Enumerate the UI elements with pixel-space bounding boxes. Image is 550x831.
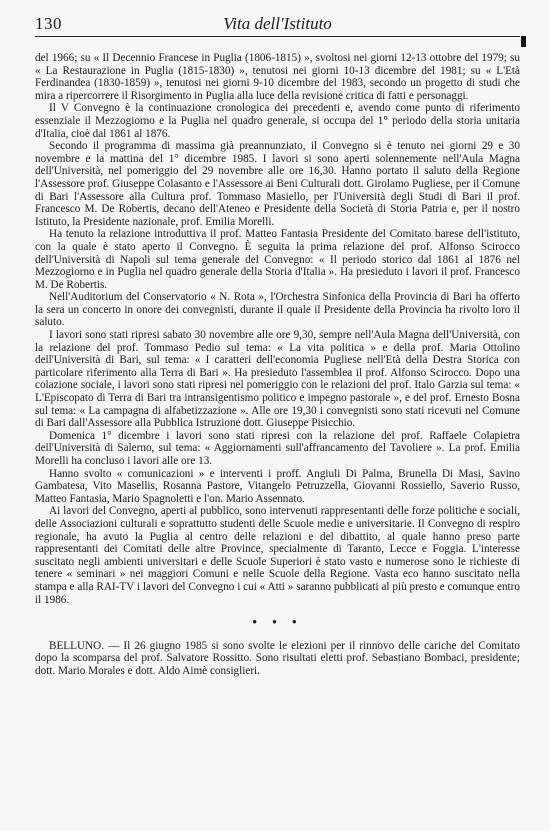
closing-paragraph: BELLUNO. — Il 26 giugno 1985 si sono svolte le elezioni per il rinnovo delle cariche del Comitato dopo la scomparsa del prof. Salvatore Rossitto. Sono risultati eletti prof. Sebastiano Bombaci, presidente; dott. Mario Morales e dott. Aldo Aimè consiglieri. [35, 639, 520, 677]
running-title: Vita dell'Istituto [223, 14, 332, 33]
paragraph: I lavori sono stati ripresi sabato 30 novembre alle ore 9,30, sempre nell'Aula Magna dell'Università, con la relazione del prof. Tommaso Pedio sul tema: « La vita politica » e della prof. Maria Ottolino dell'Università di Bari, sul tema: « I caratteri dell'economia Pugliese nell'Età della Destra Storica con particolare riferimento alla Terra di Bari ». Ha presieduto l'assemblea il prof. Alfonso Scirocco. Dopo una colazione sociale, i lavori sono stati ripresi nel pomeriggio con le relazioni del prof. Italo Garzia sul tema: « L'Episcopato di Terra di Bari tra intransigentismo politico e impegno pastorale », e del prof. Ernesto Bosna sul tema: « La campagna di alfabetizzazione ». Alle ore 19,30 i convegnisti sono stati ricevuti nel Comune di Bari dall'Assessore alla Pubblica Istruzione dott. Giuseppe Pisicchio. [35, 329, 520, 430]
page-number: 130 [35, 14, 62, 33]
paragraph: Secondo il programma di massima già preannunziato, il Convegno si è tenuto nei giorni 29 e 30 novembre e la mattina del 1° dicembre 1985. I lavori si sono aperti solennemente nell'Aula Magna dell'Università, nel pomeriggio del 29 novembre alle ore 16,30. Hanno portato il saluto della Regione l'Assessore prof. Giuseppe Colasanto e l'Assessore ai Beni Culturali dott. Girolamo Pugliese, per il Comune di Bari l'Assessore alla Cultura prof. Tommaso Masiello, per l'Università degli Studi di Bari il prof. Francesco M. De Robertis, decano dell'Ateneo e Presidente della Società di Storia Patria e, per il nostro Istituto, la Presidente nazionale, prof. Emilia Morelli. [35, 140, 520, 228]
paragraph: Domenica 1° dicembre i lavori sono stati ripresi con la relazione del prof. Raffaele Colapietra dell'Università di Salerno, sul tema: « Aggiornamenti sull'affrancamento del Tavoliere ». La prof. Emilia Morelli ha concluso i lavori alle ore 13. [35, 429, 520, 467]
paragraph: Il V Convegno è la continuazione cronologica dei precedenti e, avendo come punto di riferimento essenziale il Mezzogiorno e la Puglia nel quadro generale, si occupa del 1° periodo della storia unitaria d'Italia, cioè dal 1861 al 1876. [35, 102, 520, 140]
paragraph: Ai lavori del Convegno, aperti al pubblico, sono intervenuti rappresentanti delle forze politiche e sociali, delle Associazioni culturali e soprattutto studenti delle Scuole medie e universitarie. Il Convegno di respiro regionale, ha avuto la Puglia al centro delle relazioni e del dibattito, al quale hanno preso parte rappresentanti dei Comitati delle altre Province, specialmente di Taranto, Lecce e Foggia. L'interesse suscitato negli ambienti universitari e delle Scuole Superiori è stato vasto e numerose sono le richieste di tenere « seminari » nei maggiori Comuni e nelle Scuole della Regione. Vasta eco hanno suscitato nella stampa e alla RAI-TV i lavori del Convegno i cui « Atti » saranno pubblicati al più presto e comunque entro il 1986. [35, 505, 520, 606]
section-separator: • • • [252, 614, 303, 630]
article-body [35, 52, 520, 678]
corner-mark [521, 36, 526, 47]
paragraph: del 1966; su « Il Decennio Francese in Puglia (1806-1815) », svoltosi nei giorni 12-13 ottobre del 1979; su « La Restaurazione in Puglia (1815-1830) », tenutosi nei giorni 10-13 dicembre del 1981; su « L'Età Ferdinandea (1830-1859) », tenutosi nei giorni 9-10 dicembre del 1983, secondo un progetto di studi che mira a ripercorrere il Risorgimento in Puglia alla luce della revisione critica di fatti e personaggi. [35, 52, 520, 102]
paragraph: Hanno svolto « comunicazioni » e interventi i proff. Angiuli Di Palma, Brunella Di Masi, Savino Gambatesa, Vito Masellis, Rosanna Pastore, Vitangelo Petruzzella, Giovanni Rossiello, Saverio Russo, Matteo Fantasia, Mario Spagnoletti e l'on. Mario Assennato. [35, 467, 520, 505]
page-header [35, 14, 520, 37]
paragraph: Ha tenuto la relazione introduttiva il prof. Matteo Fantasia Presidente del Comitato barese dell'istituto, con la quale è stato aperto il Convegno. È seguita la prima relazione del prof. Alfonso Scirocco dell'Università di Napoli sul tema generale del Convegno: « Il periodo storico dal 1861 al 1876 nel Mezzogiorno e in Puglia nel quadro generale della Storia d'Italia ». Ha presieduto i lavori il prof. Francesco M. De Robertis. [35, 228, 520, 291]
paragraph: Nell'Auditorium del Conservatorio « N. Rota », l'Orchestra Sinfonica della Provincia di Bari ha offerto la sera un concerto in onore dei convegnisti, durante il quale il Presidente della Provincia ha rivolto loro il saluto. [35, 291, 520, 329]
